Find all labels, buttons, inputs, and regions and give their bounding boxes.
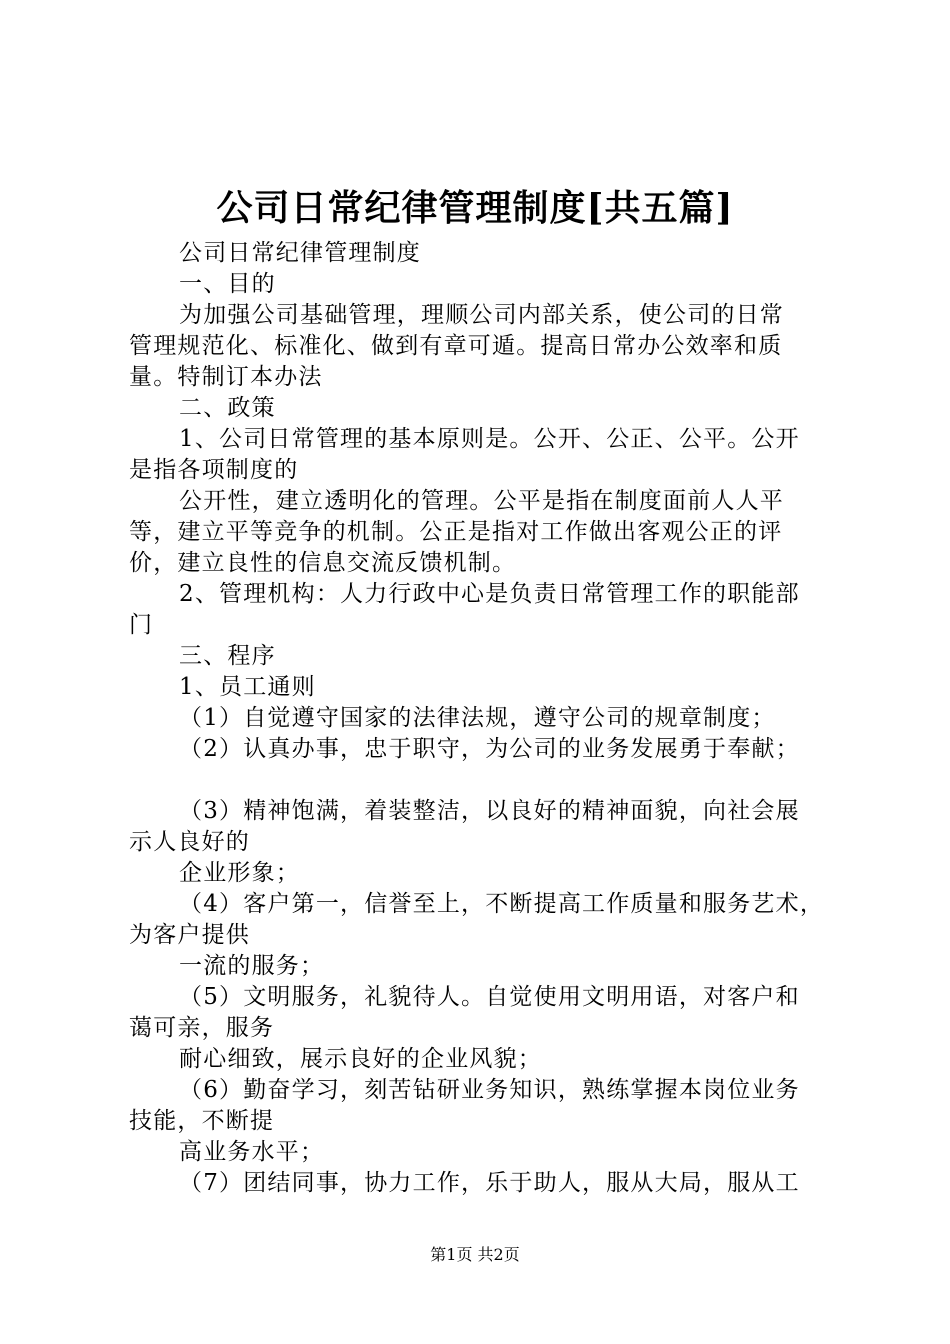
body-text-line: （4）客户第一，信誉至上，不断提高工作质量和服务艺术， — [179, 891, 825, 917]
blank-line — [129, 765, 841, 796]
body-text-line: 一、目的 — [179, 271, 276, 297]
body-text-line: （7）团结同事，协力工作，乐于助人，服从大局，服从工 — [179, 1170, 800, 1196]
body-text-line: 技能，不断提 — [129, 1108, 275, 1134]
body-text-line: 蔼可亲，服务 — [129, 1015, 275, 1041]
body-text-line: （6）勤奋学习，刻苦钻研业务知识，熟练掌握本岗位业务 — [179, 1077, 800, 1103]
body-text-line: 公司日常纪律管理制度 — [179, 240, 421, 266]
body-text-line: 为加强公司基础管理，理顺公司内部关系，使公司的日常 — [179, 302, 784, 328]
body-text-line: 管理规范化、标准化、做到有章可遁。提高日常办公效率和质 — [129, 333, 783, 359]
body-text-line: 二、政策 — [179, 395, 276, 421]
body-text-line: 公开性，建立透明化的管理。公平是指在制度面前人人平 — [179, 488, 784, 514]
body-text-line: 三、程序 — [179, 643, 276, 669]
body-text-line: 价，建立良性的信息交流反馈机制。 — [129, 550, 517, 576]
body-text-line: 一流的服务； — [179, 953, 325, 979]
body-text-line: （2）认真办事，忠于职守，为公司的业务发展勇于奉献； — [179, 736, 800, 762]
body-text-line: 1、公司日常管理的基本原则是。公开、公正、公平。公开 — [179, 426, 800, 452]
body-text-line: 门 — [129, 612, 154, 638]
body-text-line: （5）文明服务，礼貌待人。自觉使用文明用语，对客户和 — [179, 984, 800, 1010]
body-text-line: 1、员工通则 — [179, 674, 316, 700]
body-text-line: 企业形象； — [179, 860, 300, 886]
body-text-line: 等，建立平等竞争的机制。公正是指对工作做出客观公正的评 — [129, 519, 783, 545]
body-text-line: 为客户提供 — [129, 922, 250, 948]
document-body — [129, 238, 841, 1199]
body-text-line: （1）自觉遵守国家的法律法规，遵守公司的规章制度； — [179, 705, 776, 731]
body-text-line: 是指各项制度的 — [129, 457, 299, 483]
page-footer: 第1页 共2页 — [430, 1245, 520, 1264]
body-text-line: 高业务水平； — [179, 1139, 325, 1165]
document-title: 公司日常纪律管理制度[共五篇] — [216, 187, 734, 229]
body-text-line: 2、管理机构：人力行政中心是负责日常管理工作的职能部 — [179, 581, 800, 607]
body-text-line: （3）精神饱满，着装整洁，以良好的精神面貌，向社会展 — [179, 798, 800, 824]
body-text-line: 示人良好的 — [129, 829, 250, 855]
body-text-line: 耐心细致，展示良好的企业风貌； — [179, 1046, 542, 1072]
body-text-line: 量。特制订本办法 — [129, 364, 323, 390]
